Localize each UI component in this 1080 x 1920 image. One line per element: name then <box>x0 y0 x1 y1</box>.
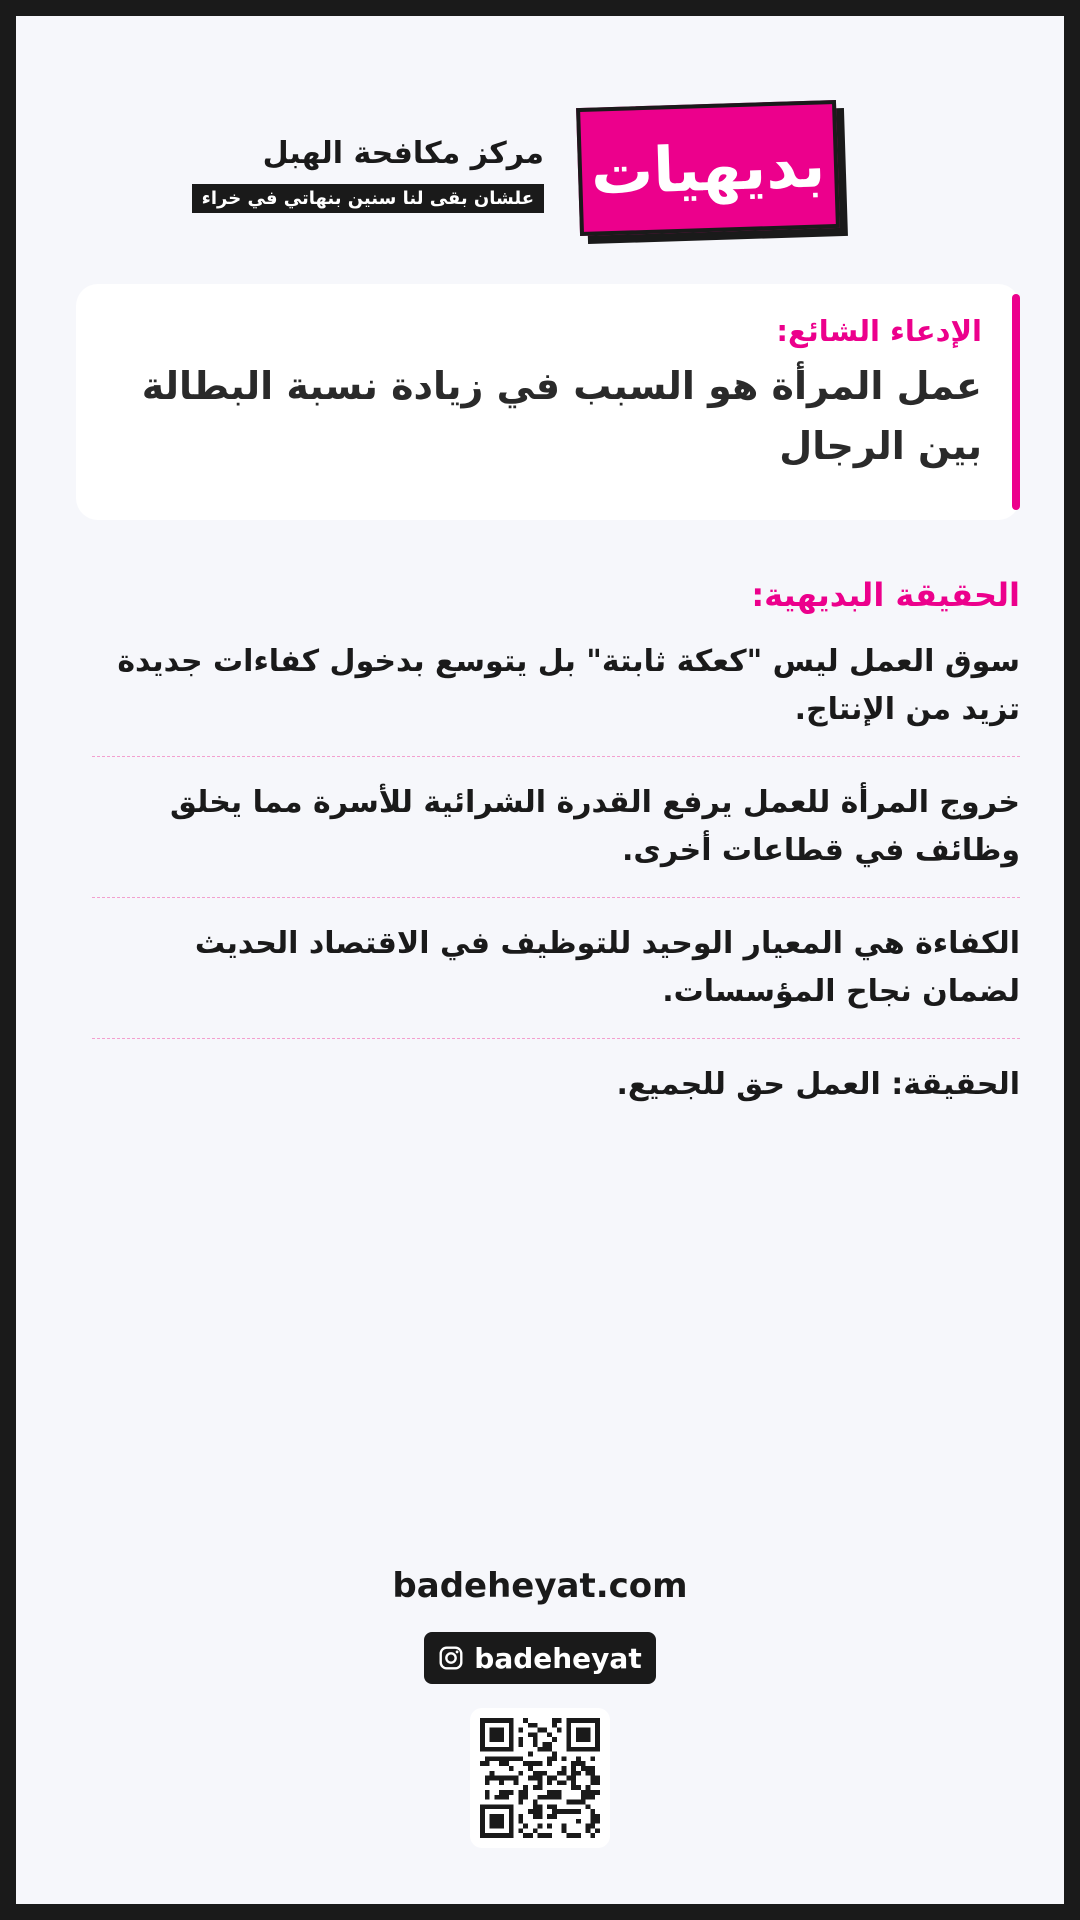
truth-point: خروج المرأة للعمل يرفع القدرة الشرائية للأسرة مما يخلق وظائف في قطاعات أخرى. <box>92 779 1020 898</box>
truth-point: الكفاءة هي المعيار الوحيد للتوظيف في الاقتصاد الحديث لضمان نجاح المؤسسات. <box>92 920 1020 1039</box>
truth-section <box>92 576 1020 1153</box>
truth-point: سوق العمل ليس "كعكة ثابتة" بل يتوسع بدخول كفاءات جديدة تزيد من الإنتاج. <box>92 638 1020 757</box>
instagram-icon <box>438 1645 464 1671</box>
claim-text: عمل المرأة هو السبب في زيادة نسبة البطالة بين الرجال <box>141 364 982 468</box>
website-link[interactable]: badeheyat.com <box>392 1566 688 1606</box>
brand-tagline: علشان بقى لنا سنين بنهاتي في خراء <box>192 184 544 213</box>
header <box>16 96 1064 246</box>
brand-name: مركز مكافحة الهبل <box>262 136 544 171</box>
claim-accent-bar <box>1012 294 1020 510</box>
qr-code[interactable] <box>470 1708 610 1848</box>
claim-card <box>76 284 1020 520</box>
logo: بديهيات <box>576 100 840 236</box>
claim-label: الإدعاء الشائع: <box>776 314 982 348</box>
instagram-badge[interactable] <box>424 1632 655 1684</box>
qr-code-icon <box>480 1718 600 1838</box>
truth-label: الحقيقة البديهية: <box>751 576 1020 614</box>
instagram-handle: badeheyat <box>474 1641 642 1675</box>
poster <box>16 16 1064 1904</box>
truth-conclusion: الحقيقة: العمل حق للجميع. <box>616 1067 1020 1102</box>
footer <box>16 1566 1064 1848</box>
